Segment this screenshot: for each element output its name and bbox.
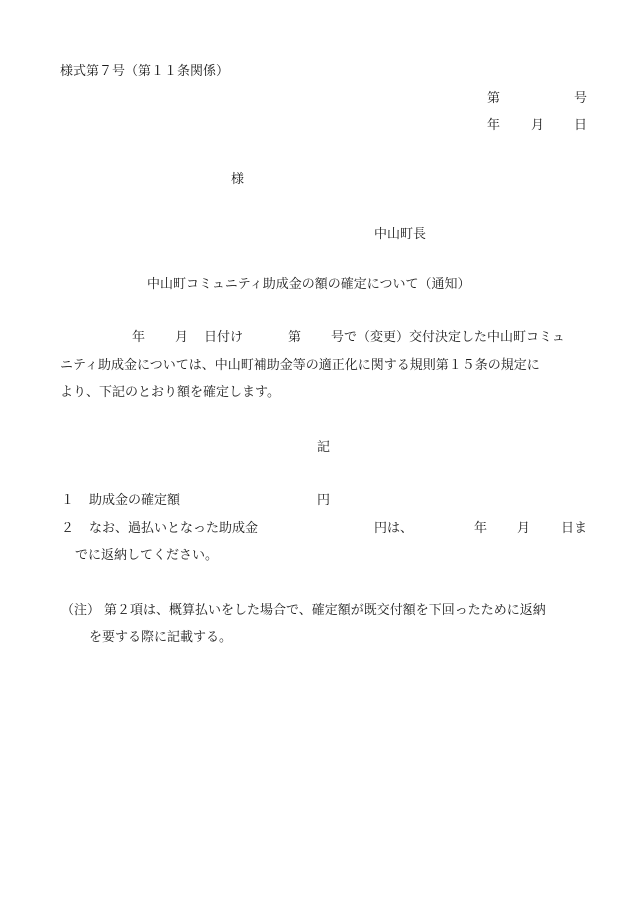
- sender: 中山町長: [374, 227, 427, 242]
- item-2-year: 年: [474, 521, 488, 536]
- item-2-label: なお、過払いとなった助成金: [89, 521, 259, 536]
- item-2-line2: でに返納してください。: [75, 548, 219, 563]
- item-1-number: １: [61, 493, 75, 508]
- body-dateline-month: 月: [175, 330, 189, 345]
- document-title: 中山町コミュニティ助成金の額の確定について（通知）: [147, 277, 471, 292]
- item-2-month: 月: [517, 521, 531, 536]
- body-line1-rest: 号で（変更）交付決定した中山町コミュ: [331, 330, 565, 345]
- date-month: 月: [531, 118, 545, 133]
- note-line1: 第２項は、概算払いをした場合で、確定額が既交付額を下回ったために返納: [104, 603, 546, 618]
- body-dateline-day: 日付け: [204, 330, 244, 345]
- item-1-label: 助成金の確定額: [89, 493, 181, 508]
- date-year: 年: [487, 118, 501, 133]
- item-2-unit: 円は、: [374, 521, 414, 536]
- body-line2: ニティ助成金については、中山町補助金等の適正化に関する規則第１５条の規定に: [60, 358, 540, 373]
- item-2-day-tail: 日ま: [561, 521, 588, 536]
- item-2-number: ２: [61, 521, 75, 536]
- recipient-suffix: 様: [231, 172, 245, 187]
- note-label: （注）: [61, 603, 101, 618]
- doc-number-suffix: 号: [574, 91, 588, 106]
- body-dateline-year: 年: [132, 330, 146, 345]
- date-day: 日: [574, 118, 588, 133]
- body-line3: より、下記のとおり額を確定します。: [60, 385, 280, 400]
- doc-number-prefix: 第: [487, 91, 501, 106]
- item-1-unit: 円: [317, 493, 331, 508]
- note-line2: を要する際に記載する。: [89, 630, 233, 645]
- body-dateline-no: 第: [288, 330, 302, 345]
- form-label: 様式第７号（第１１条関係）: [60, 64, 230, 79]
- ki-heading: 記: [317, 440, 331, 455]
